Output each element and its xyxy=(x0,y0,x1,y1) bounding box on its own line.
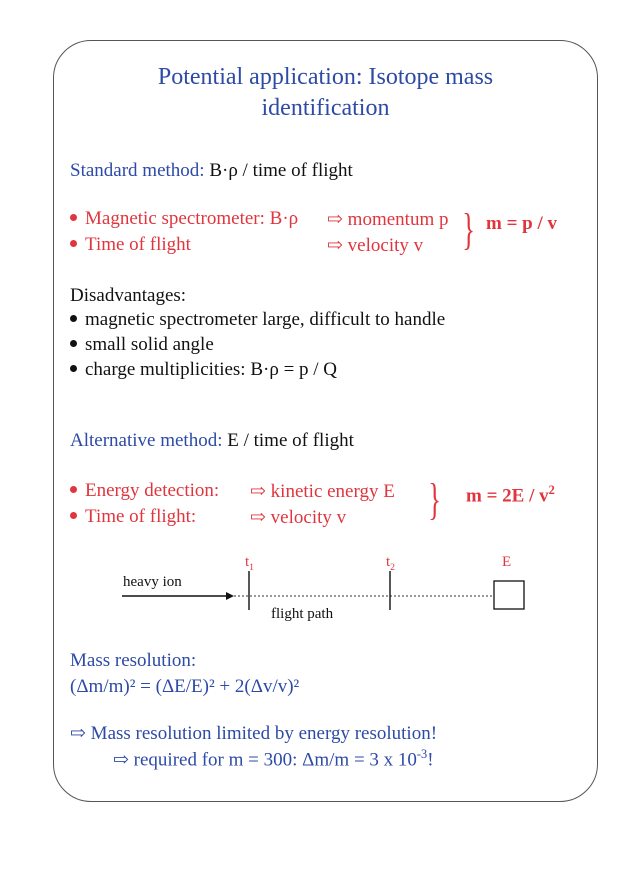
disadvantages-heading: Disadvantages: xyxy=(70,285,187,306)
heavy-ion-label: heavy ion xyxy=(123,574,182,590)
requirement-exponent: -3 xyxy=(416,747,428,761)
standard-bullet-2-right: velocity v xyxy=(347,235,424,256)
disadvantage-text: charge multiplicities: B·ρ = p / Q xyxy=(85,359,338,380)
slide-title-line-1: Potential application: Isotope mass xyxy=(157,64,494,90)
right-arrow-icon: ⇨ xyxy=(250,507,266,528)
ion-arrowhead-icon xyxy=(226,592,234,600)
mass-resolution-formula: (Δm/m)² = (ΔE/E)² + 2(Δv/v)² xyxy=(70,676,300,697)
brace-icon: } xyxy=(462,205,475,254)
right-arrow-icon: ⇨ xyxy=(70,723,86,744)
alternative-bullet-2-right: velocity v xyxy=(270,507,347,528)
standard-bullet-1-left: Magnetic spectrometer: B·ρ xyxy=(85,208,299,229)
standard-bullet-1-right: momentum p xyxy=(347,209,449,230)
right-arrow-icon: ⇨ xyxy=(250,481,266,502)
t2-base: t xyxy=(386,554,391,570)
requirement-text: required for m = 300: Δm/m = 3 x 10 xyxy=(133,749,417,771)
brace-icon: } xyxy=(428,475,441,524)
right-arrow-icon: ⇨ xyxy=(113,749,129,771)
requirement-suffix: ! xyxy=(427,749,434,771)
standard-method-text: B·ρ / time of flight xyxy=(209,160,353,181)
alternative-result-text: m = 2E / v xyxy=(466,485,549,507)
resolution-conclusion xyxy=(70,722,437,745)
energy-detector-box xyxy=(494,581,524,609)
t1-label xyxy=(245,554,254,573)
alternative-method-text: E / time of flight xyxy=(227,430,354,451)
t1-base: t xyxy=(245,554,250,570)
standard-bullet-2-left: Time of flight xyxy=(85,234,191,255)
resolution-requirement xyxy=(113,747,434,771)
alternative-bullet-1-right: kinetic energy E xyxy=(270,481,395,502)
standard-method-label: Standard method: xyxy=(70,160,205,181)
mass-resolution-heading: Mass resolution: xyxy=(70,650,197,671)
right-arrow-icon: ⇨ xyxy=(327,235,343,256)
right-arrow-icon: ⇨ xyxy=(327,209,343,230)
t2-subscript: 2 xyxy=(390,562,396,573)
slide-title-line-2: identification xyxy=(261,95,390,121)
t2-label xyxy=(386,554,395,573)
e-detector-label: E xyxy=(502,554,512,570)
standard-result: m = p / v xyxy=(486,213,557,234)
alternative-method-label: Alternative method: xyxy=(70,430,223,451)
resolution-conclusion-text: Mass resolution limited by energy resolution! xyxy=(90,723,438,744)
flight-path-label: flight path xyxy=(271,606,334,622)
alternative-bullet-2-left: Time of flight: xyxy=(85,506,197,527)
disadvantage-text: small solid angle xyxy=(85,334,214,355)
t1-subscript: 1 xyxy=(249,562,255,573)
disadvantage-text: magnetic spectrometer large, difficult to handle xyxy=(85,309,446,330)
alternative-bullet-1-left: Energy detection: xyxy=(85,480,220,501)
alternative-result-exponent: 2 xyxy=(548,483,555,497)
